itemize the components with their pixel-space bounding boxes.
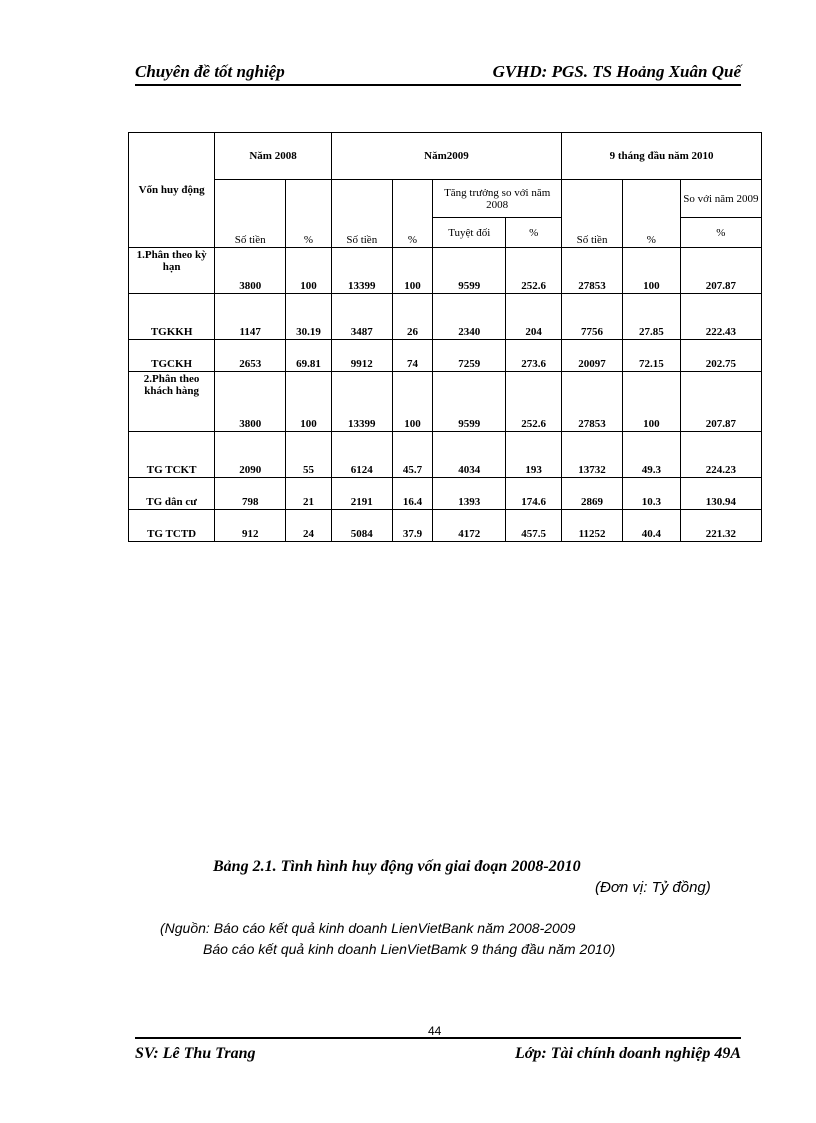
table-cell: 202.75 xyxy=(680,340,761,372)
amount-2008-header: Số tiền xyxy=(215,180,286,248)
footer-right: Lớp: Tài chính doanh nghiệp 49A xyxy=(515,1045,741,1062)
table-cell: 2090 xyxy=(215,432,286,478)
table-cell: 252.6 xyxy=(506,248,562,294)
table-cell: 912 xyxy=(215,510,286,542)
table-cell: 49.3 xyxy=(622,432,680,478)
table-cell: 9599 xyxy=(433,372,506,432)
table-cell: 207.87 xyxy=(680,372,761,432)
table-row xyxy=(129,478,762,510)
table-cell: 207.87 xyxy=(680,248,761,294)
table-cell: 2191 xyxy=(331,478,392,510)
pct-2010-header: % xyxy=(622,180,680,248)
table-cell: 24 xyxy=(286,510,332,542)
row-label: 1.Phân theo kỳ hạn xyxy=(129,248,215,294)
table-cell: 40.4 xyxy=(622,510,680,542)
table-cell: 20097 xyxy=(562,340,623,372)
table-cell: 457.5 xyxy=(506,510,562,542)
table-cell: 2340 xyxy=(433,294,506,340)
col-label-header: Vốn huy động xyxy=(129,133,215,248)
table-cell: 221.32 xyxy=(680,510,761,542)
table-caption: Bảng 2.1. Tình hình huy động vốn giai đoạn 2008-2010 xyxy=(213,858,581,875)
table-cell: 174.6 xyxy=(506,478,562,510)
amount-2009-header: Số tiền xyxy=(331,180,392,248)
table-cell: 4172 xyxy=(433,510,506,542)
table-cell: 72.15 xyxy=(622,340,680,372)
table-cell: 798 xyxy=(215,478,286,510)
table-cell: 69.81 xyxy=(286,340,332,372)
row-label: 2.Phân theo khách hàng xyxy=(129,372,215,432)
row-label: TG TCTD xyxy=(129,510,215,542)
table-cell: 273.6 xyxy=(506,340,562,372)
table-cell: 100 xyxy=(286,372,332,432)
table-cell: 7259 xyxy=(433,340,506,372)
table-cell: 3800 xyxy=(215,248,286,294)
row-label: TGKKH xyxy=(129,294,215,340)
table-cell: 55 xyxy=(286,432,332,478)
row-label: TG dân cư xyxy=(129,478,215,510)
growth-pct-header: % xyxy=(506,218,562,248)
table-row xyxy=(129,372,762,432)
pct-2008-header: % xyxy=(286,180,332,248)
table-cell: 10.3 xyxy=(622,478,680,510)
table-row xyxy=(129,340,762,372)
table-cell: 130.94 xyxy=(680,478,761,510)
table-cell: 16.4 xyxy=(392,478,433,510)
year-2010-header: 9 tháng đầu năm 2010 xyxy=(562,133,762,180)
table-cell: 100 xyxy=(622,372,680,432)
source-line-1: (Nguồn: Báo cáo kết quả kinh doanh LienVietBank năm 2008-2009 xyxy=(160,920,576,936)
table-cell: 7756 xyxy=(562,294,623,340)
compare-2009-header: So với năm 2009 xyxy=(680,180,761,218)
table-cell: 100 xyxy=(392,248,433,294)
table-cell: 224.23 xyxy=(680,432,761,478)
table-cell: 204 xyxy=(506,294,562,340)
table-cell: 193 xyxy=(506,432,562,478)
page-number: 44 xyxy=(428,1024,442,1038)
compare-pct-header: % xyxy=(680,218,761,248)
year-2008-header: Năm 2008 xyxy=(215,133,332,180)
table-cell: 100 xyxy=(622,248,680,294)
table-cell: 9599 xyxy=(433,248,506,294)
row-label: TG TCKT xyxy=(129,432,215,478)
unit-note: (Đơn vị: Tỷ đồng) xyxy=(595,879,711,896)
capital-table xyxy=(128,132,762,542)
absolute-header: Tuyệt đối xyxy=(433,218,506,248)
table-row xyxy=(129,432,762,478)
table-row xyxy=(129,510,762,542)
table-row xyxy=(129,294,762,340)
table-cell: 3487 xyxy=(331,294,392,340)
table-cell: 74 xyxy=(392,340,433,372)
table-cell: 30.19 xyxy=(286,294,332,340)
table-cell: 11252 xyxy=(562,510,623,542)
year-2009-header: Năm2009 xyxy=(331,133,561,180)
table-cell: 9912 xyxy=(331,340,392,372)
source-line-2: Báo cáo kết quả kinh doanh LienVietBamk 9 tháng đầu năm 2010) xyxy=(203,941,616,957)
amount-2010-header: Số tiền xyxy=(562,180,623,248)
table-cell: 100 xyxy=(392,372,433,432)
table-cell: 2869 xyxy=(562,478,623,510)
table-cell: 27.85 xyxy=(622,294,680,340)
table-cell: 13399 xyxy=(331,372,392,432)
footer-left: SV: Lê Thu Trang xyxy=(135,1045,256,1062)
growth-2009-header: Tăng trưởng so với năm 2008 xyxy=(433,180,562,218)
table-cell: 222.43 xyxy=(680,294,761,340)
table-cell: 37.9 xyxy=(392,510,433,542)
table-cell: 252.6 xyxy=(506,372,562,432)
header-right: GVHD: PGS. TS Hoảng Xuân Quế xyxy=(492,62,741,81)
table-cell: 27853 xyxy=(562,248,623,294)
table-cell: 13399 xyxy=(331,248,392,294)
page-header xyxy=(135,60,741,86)
header-left: Chuyên đề tốt nghiệp xyxy=(135,62,285,81)
page-footer xyxy=(135,1037,741,1063)
table-cell: 4034 xyxy=(433,432,506,478)
table-cell: 27853 xyxy=(562,372,623,432)
table-cell: 3800 xyxy=(215,372,286,432)
table-cell: 21 xyxy=(286,478,332,510)
table-cell: 26 xyxy=(392,294,433,340)
table-cell: 6124 xyxy=(331,432,392,478)
table-cell: 1393 xyxy=(433,478,506,510)
pct-2009-header: % xyxy=(392,180,433,248)
table-cell: 100 xyxy=(286,248,332,294)
table-cell: 45.7 xyxy=(392,432,433,478)
table-cell: 2653 xyxy=(215,340,286,372)
table-row xyxy=(129,248,762,294)
table-cell: 13732 xyxy=(562,432,623,478)
table-cell: 1147 xyxy=(215,294,286,340)
table-cell: 5084 xyxy=(331,510,392,542)
row-label: TGCKH xyxy=(129,340,215,372)
